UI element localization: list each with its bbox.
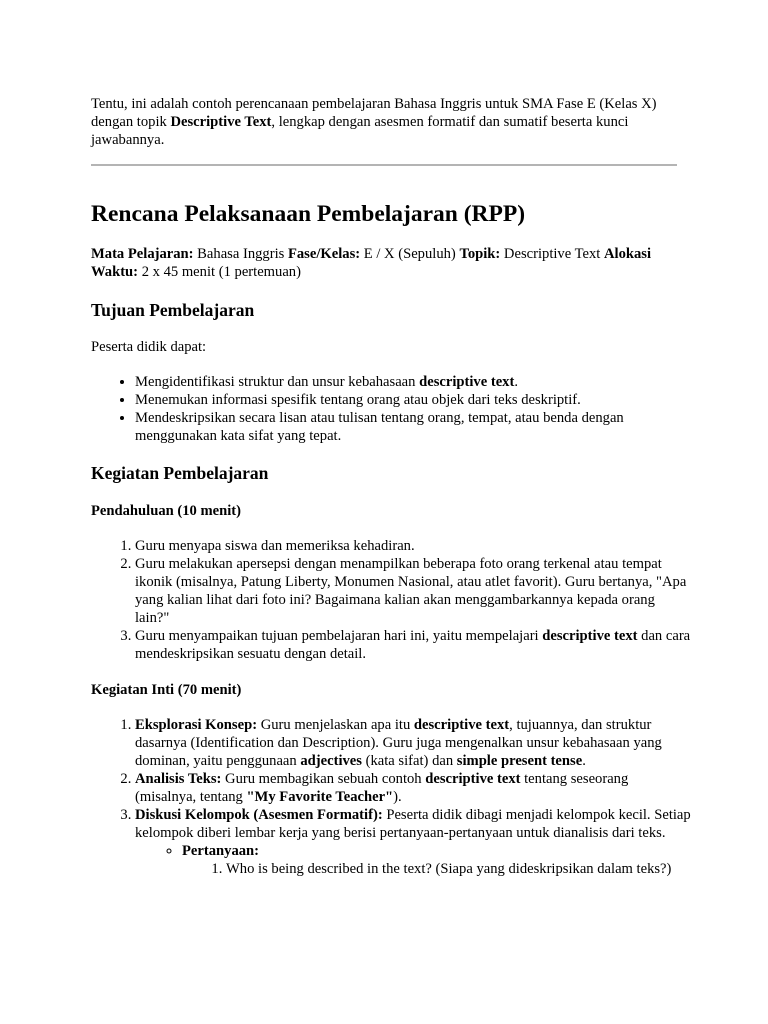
time-value: 2 x 45 menit (1 pertemuan) xyxy=(138,264,301,280)
opening-item-2: 2. Guru melakukan apersepsi dengan menampilkan beberapa foto orang terkenal atau tempat ikonik (misalnya, Patung Liberty, Monumen Nasional, atau atlet favorit). Guru bertanya, "Apa yang kalian lihat dari foto ini? Bagaimana kalian akan menggambarkannya kepada orang lain?" xyxy=(135,555,691,627)
questions-item: ◦ Pertanyaan: 1. Who is being described in the text? (Siapa yang dideskripsikan dalam teks?) xyxy=(182,842,691,878)
intro-topic-bold: Descriptive Text xyxy=(170,114,272,130)
page-title: Rencana Pelaksanaan Pembelajaran (RPP) xyxy=(91,201,526,227)
objectives-intro: Peserta didik dapat: xyxy=(91,339,207,355)
core-list xyxy=(91,716,691,878)
objectives-heading: Tujuan Pembelajaran xyxy=(91,300,255,320)
opening-item-3: 3. Guru menyampaikan tujuan pembelajaran hari ini, yaitu mempelajari descriptive text dan cara mendeskripsikan sesuatu dengan detail. xyxy=(135,627,691,663)
intro-paragraph xyxy=(91,95,691,149)
subject-value: Bahasa Inggris xyxy=(193,246,288,262)
opening-heading: Pendahuluan (10 menit) xyxy=(91,503,242,519)
questions-list xyxy=(135,842,691,878)
meta-paragraph xyxy=(91,245,691,281)
phase-value: E / X (Sepuluh) xyxy=(360,246,460,262)
phase-label: Fase/Kelas: xyxy=(287,246,361,262)
opening-item-1: 1. Guru menyapa siswa dan memeriksa kehadiran. xyxy=(135,537,691,555)
core-item-1: 1. Eksplorasi Konsep: Guru menjelaskan apa itu descriptive text, tujuannya, dan struktur dasarnya (Identification dan Description). Guru juga mengenalkan unsur kebahasaan yang dominan, yaitu penggunaan adjectives (kata sifat) dan simple present tense. xyxy=(135,716,691,770)
objectives-list xyxy=(91,373,691,445)
questions-sublist xyxy=(182,860,691,878)
topic-label: Topik: xyxy=(459,246,501,262)
objective-item-3: • Mendeskripsikan secara lisan atau tulisan tentang orang, tempat, atau benda dengan menggunakan kata sifat yang tepat. xyxy=(135,409,691,445)
activities-heading: Kegiatan Pembelajaran xyxy=(91,463,269,483)
core-item-2: 2. Analisis Teks: Guru membagikan sebuah contoh descriptive text tentang seseorang (misalnya, tentang "My Favorite Teacher"). xyxy=(135,770,691,806)
objective-item-1: • Mengidentifikasi struktur dan unsur kebahasaan descriptive text. xyxy=(135,373,691,391)
question-item-1: 1. Who is being described in the text? (Siapa yang dideskripsikan dalam teks?) xyxy=(226,860,691,878)
horizontal-rule xyxy=(91,164,677,166)
objective-item-2: • Menemukan informasi spesifik tentang orang atau objek dari teks deskriptif. xyxy=(135,391,691,409)
topic-value: Descriptive Text xyxy=(500,246,604,262)
opening-list xyxy=(91,537,691,663)
intro-text-end: , lengkap dengan asesmen formatif dan sumatif beserta kunci jawabannya. xyxy=(91,114,629,148)
intro-text: Tentu, ini adalah contoh perencanaan pembelajaran Bahasa Inggris untuk SMA Fase E (Kelas X) dengan topik xyxy=(91,96,657,130)
time-label: Alokasi Waktu: xyxy=(91,246,652,280)
core-heading: Kegiatan Inti (70 menit) xyxy=(91,682,242,698)
core-item-3: 3. Diskusi Kelompok (Asesmen Formatif): Peserta didik dibagi menjadi kelompok kecil. Setiap kelompok diberi lembar kerja yang berisi pertanyaan-pertanyaan untuk dianalisis dari teks. ◦ Pertanyaan: 1. Who is being described in the text? (Siapa yang dideskripsikan dalam teks?) xyxy=(135,806,691,878)
subject-label: Mata Pelajaran: xyxy=(91,246,194,262)
